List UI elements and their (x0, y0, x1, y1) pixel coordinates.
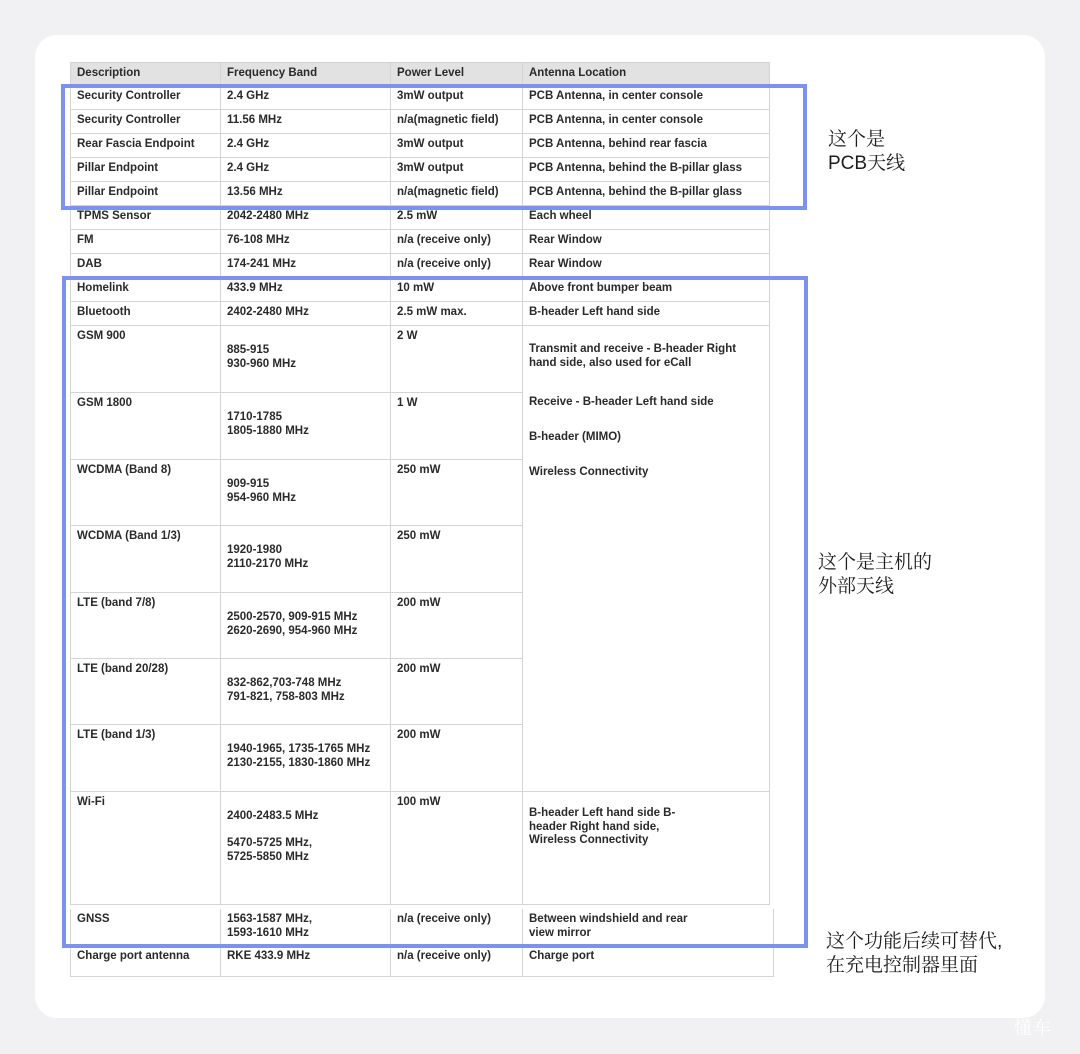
table-cell-power: 250 mW (391, 526, 523, 593)
table-cell-description: Charge port antenna (70, 946, 221, 977)
table-cell-description: LTE (band 7/8) (70, 593, 221, 659)
annotation-external-antenna: 这个是主机的 外部天线 (818, 552, 933, 597)
cellular-location-line: Transmit and receive - B-header Right hand side, also used for eCall (529, 343, 737, 369)
table-header-power: Power Level (391, 62, 523, 86)
table-cell-frequency: 832-862,703-748 MHz 791-821, 758-803 MHz (221, 659, 391, 725)
table-cell-power: 1 W (391, 393, 523, 460)
table-cell-description: GSM 900 (70, 326, 221, 393)
table-cell-frequency: 2500-2570, 909-915 MHz 2620-2690, 954-960 MHz (221, 593, 391, 659)
table-cell-location: PCB Antenna, behind rear fascia (523, 134, 770, 158)
table-cell-description: GSM 1800 (70, 393, 221, 460)
table-cell-description: Wi-Fi (70, 792, 221, 905)
table-cell-power: 200 mW (391, 593, 523, 659)
table-cell-frequency: 2.4 GHz (221, 86, 391, 110)
table-cell-frequency: 2.4 GHz (221, 134, 391, 158)
table-cell-description: Security Controller (70, 110, 221, 134)
table-cell-power: n/a (receive only) (391, 254, 523, 278)
table-cell-power: 200 mW (391, 659, 523, 725)
table-cell-power: n/a(magnetic field) (391, 110, 523, 134)
table-cell-description: Bluetooth (70, 302, 221, 326)
watermark: 懂车 (1014, 1018, 1052, 1038)
table-cell-power: 2.5 mW (391, 206, 523, 230)
annotation-pcb-antenna: 这个是 PCB天线 (828, 129, 906, 174)
table-cell-frequency: 1920-1980 2110-2170 MHz (221, 526, 391, 593)
table-cell-frequency: 2402-2480 MHz (221, 302, 391, 326)
table-cell-frequency: 909-915 954-960 MHz (221, 460, 391, 526)
cellular-location-line: Receive - B-header Left hand side (529, 396, 714, 408)
cellular-location-line: B-header (MIMO) (529, 431, 621, 443)
table-cell-power: n/a (receive only) (391, 230, 523, 254)
table-cell-frequency: 433.9 MHz (221, 278, 391, 302)
table-cell-location: Between windshield and rear view mirror (523, 909, 774, 946)
table-cell-location: PCB Antenna, behind the B-pillar glass (523, 182, 770, 206)
table-cell-frequency: 1563-1587 MHz, 1593-1610 MHz (221, 909, 391, 946)
table-cell-location: Rear Window (523, 230, 770, 254)
table-cell-frequency: 885-915 930-960 MHz (221, 326, 391, 393)
table-cell-location: PCB Antenna, behind the B-pillar glass (523, 158, 770, 182)
table-cell-power: 3mW output (391, 134, 523, 158)
table-cell-location: B-header Left hand side (523, 302, 770, 326)
table-cell-location: B-header Left hand side B- header Right hand side, Wireless Connectivity (523, 792, 770, 905)
table-cell-location: Charge port (523, 946, 774, 977)
table-cell-location: Above front bumper beam (523, 278, 770, 302)
table-cell-description: WCDMA (Band 8) (70, 460, 221, 526)
table-cell-location: Rear Window (523, 254, 770, 278)
table-cell-frequency: 11.56 MHz (221, 110, 391, 134)
table-cell-frequency: 2400-2483.5 MHz 5470-5725 MHz, 5725-5850 MHz (221, 792, 391, 905)
table-cell-power: n/a (receive only) (391, 909, 523, 946)
table-cell-location: PCB Antenna, in center console (523, 110, 770, 134)
table-header-location: Antenna Location (523, 62, 770, 86)
annotation-replaceable: 这个功能后续可替代, 在充电控制器里面 (826, 931, 1003, 976)
cellular-location-line: Wireless Connectivity (529, 466, 649, 478)
table-cell-description: TPMS Sensor (70, 206, 221, 230)
table-cell-description: DAB (70, 254, 221, 278)
table-cell-frequency: 1940-1965, 1735-1765 MHz 2130-2155, 1830-1860 MHz (221, 725, 391, 792)
table-cell-power: 10 mW (391, 278, 523, 302)
table-cell-power: n/a (receive only) (391, 946, 523, 977)
table-cell-power: 100 mW (391, 792, 523, 905)
table-cell-description: LTE (band 20/28) (70, 659, 221, 725)
table-cell-description: Homelink (70, 278, 221, 302)
table-cell-description: WCDMA (Band 1/3) (70, 526, 221, 593)
table-cell-power: 2 W (391, 326, 523, 393)
table-header-description: Description (70, 62, 221, 86)
table-cell-power: 200 mW (391, 725, 523, 792)
table-cell-frequency: RKE 433.9 MHz (221, 946, 391, 977)
table-cell-frequency: 76-108 MHz (221, 230, 391, 254)
external-antenna-highlight (62, 276, 808, 948)
table-cell-description: LTE (band 1/3) (70, 725, 221, 792)
table-header-frequency: Frequency Band (221, 62, 391, 86)
table-cell-frequency: 13.56 MHz (221, 182, 391, 206)
table-cell-description: Pillar Endpoint (70, 182, 221, 206)
table-cell-frequency: 2.4 GHz (221, 158, 391, 182)
table-cell-power: 250 mW (391, 460, 523, 526)
table-cell-description: Security Controller (70, 86, 221, 110)
table-cell-power: n/a(magnetic field) (391, 182, 523, 206)
table-cell-power: 3mW output (391, 86, 523, 110)
table-cell-description: GNSS (70, 909, 221, 946)
table-cell-power: 3mW output (391, 158, 523, 182)
table-cell-frequency: 174-241 MHz (221, 254, 391, 278)
table-cell-description: Rear Fascia Endpoint (70, 134, 221, 158)
table-cell-frequency: 1710-1785 1805-1880 MHz (221, 393, 391, 460)
table-cell-location: Each wheel (523, 206, 770, 230)
table-cell-description: Pillar Endpoint (70, 158, 221, 182)
table-cell-frequency: 2042-2480 MHz (221, 206, 391, 230)
table-cell-description: FM (70, 230, 221, 254)
table-cell-power: 2.5 mW max. (391, 302, 523, 326)
pcb-antenna-highlight (61, 84, 807, 210)
table-cell-location: PCB Antenna, in center console (523, 86, 770, 110)
